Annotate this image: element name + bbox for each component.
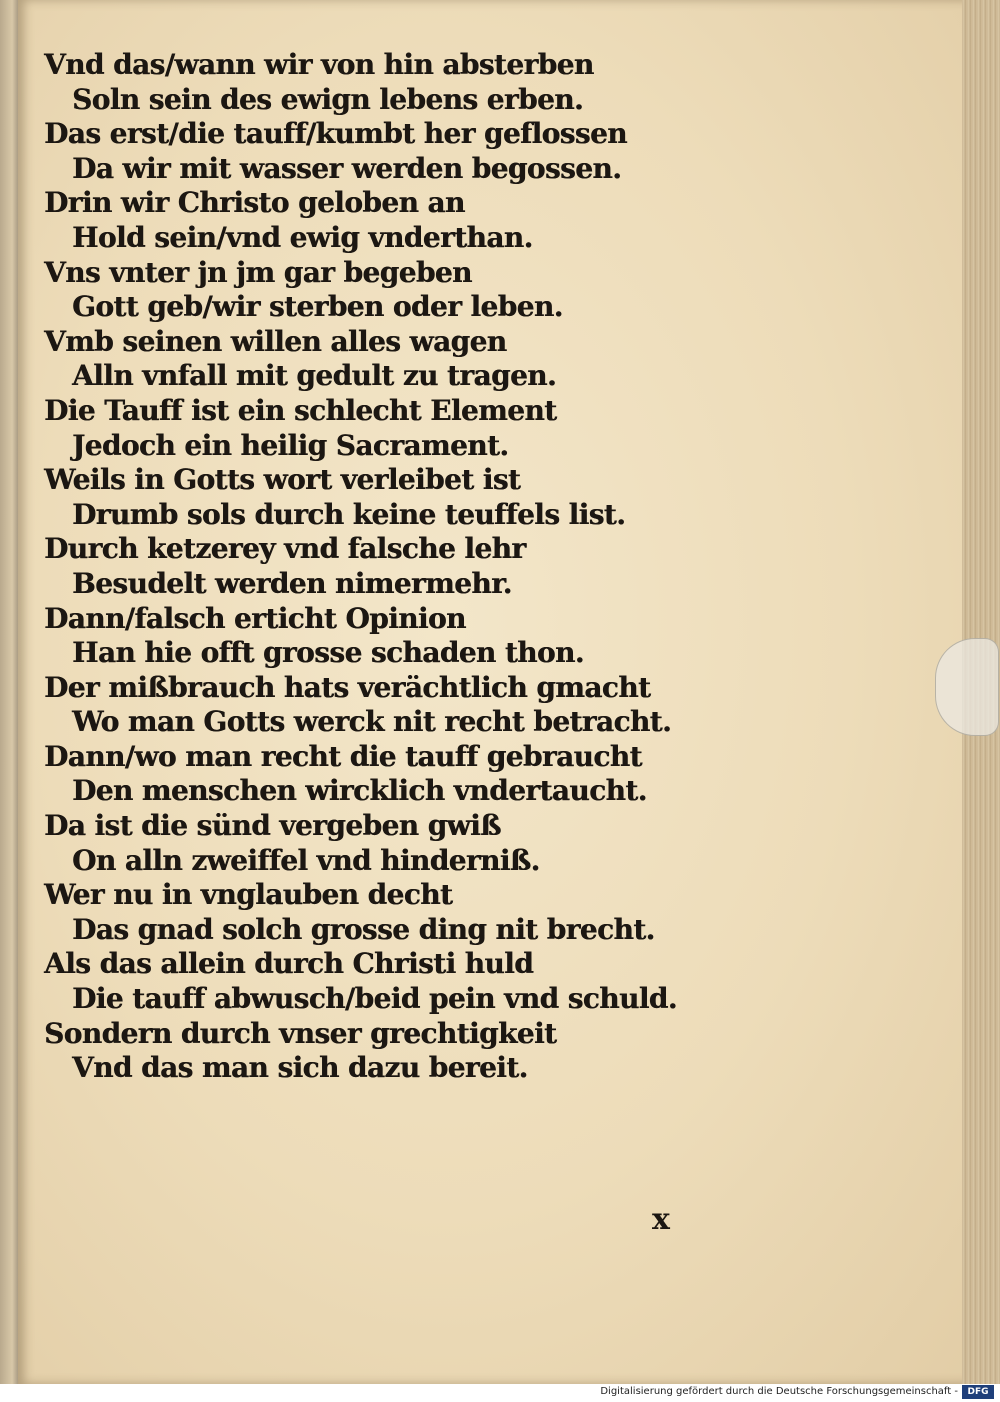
verse-line: Vmb seinen willen alles wagen <box>44 324 507 358</box>
verse-line: Das gnad solch grosse ding nit brecht. <box>72 912 655 946</box>
verse-line: Dann/falsch erticht Opinion <box>44 601 466 635</box>
verse-line: On alln zweiffel vnd hinderniß. <box>72 843 540 877</box>
verse-line: Die Tauff ist ein schlecht Element <box>44 393 557 427</box>
verse-line: Alln vnfall mit gedult zu tragen. <box>72 359 557 393</box>
verse-line: Drumb sols durch keine teuffels list. <box>72 497 626 531</box>
verse-line: Das erst/die tauff/kumbt her geflossen <box>44 117 627 151</box>
verse-line: Da wir mit wasser werden begossen. <box>72 151 622 185</box>
verse-line: Besudelt werden nimermehr. <box>72 566 512 600</box>
verse-line: Soln sein des ewign lebens erben. <box>72 82 584 116</box>
verse-line: Als das allein durch Christi huld <box>44 947 534 981</box>
verse-line: Die tauff abwusch/beid pein vnd schuld. <box>72 982 677 1016</box>
verse-line: Han hie offt grosse schaden thon. <box>72 636 584 670</box>
digitization-credit: Digitalisierung gefördert durch die Deutsche Forschungsgemeinschaft - <box>600 1386 958 1397</box>
verse-line: Hold sein/vnd ewig vnderthan. <box>72 220 533 254</box>
verse-line: Gott geb/wir sterben oder leben. <box>72 290 563 324</box>
verse-line: Wo man Gotts werck nit recht betracht. <box>72 705 672 739</box>
verse-line: Wer nu in vnglauben decht <box>44 878 453 912</box>
signature-mark: x <box>652 1202 670 1237</box>
verse-line: Drin wir Christo geloben an <box>44 186 465 220</box>
dfg-logo: DFG <box>962 1385 994 1399</box>
verse-line: Weils in Gotts wort verleibet ist <box>44 463 521 497</box>
verse-line: Vnd das/wann wir von hin absterben <box>44 48 594 81</box>
verse-line: Vns vnter jn jm gar begeben <box>44 255 472 289</box>
verse-line: Der mißbrauch hats verächtlich gmacht <box>44 670 651 704</box>
verse-line: Vnd das man sich dazu bereit. <box>72 1051 528 1085</box>
verse-line: Jedoch ein heilig Sacrament. <box>72 428 509 462</box>
clip-tab <box>935 638 999 736</box>
verse-line: Durch ketzerey vnd falsche lehr <box>44 532 526 566</box>
verse-line: Dann/wo man recht die tauff gebraucht <box>44 739 642 773</box>
verse-line: Da ist die sünd vergeben gwiß <box>44 809 501 843</box>
verse-line: Den menschen wircklich vndertaucht. <box>72 774 647 808</box>
verse-text-block <box>44 48 704 1086</box>
verse-line: Sondern durch vnser grechtigkeit <box>44 1016 557 1050</box>
